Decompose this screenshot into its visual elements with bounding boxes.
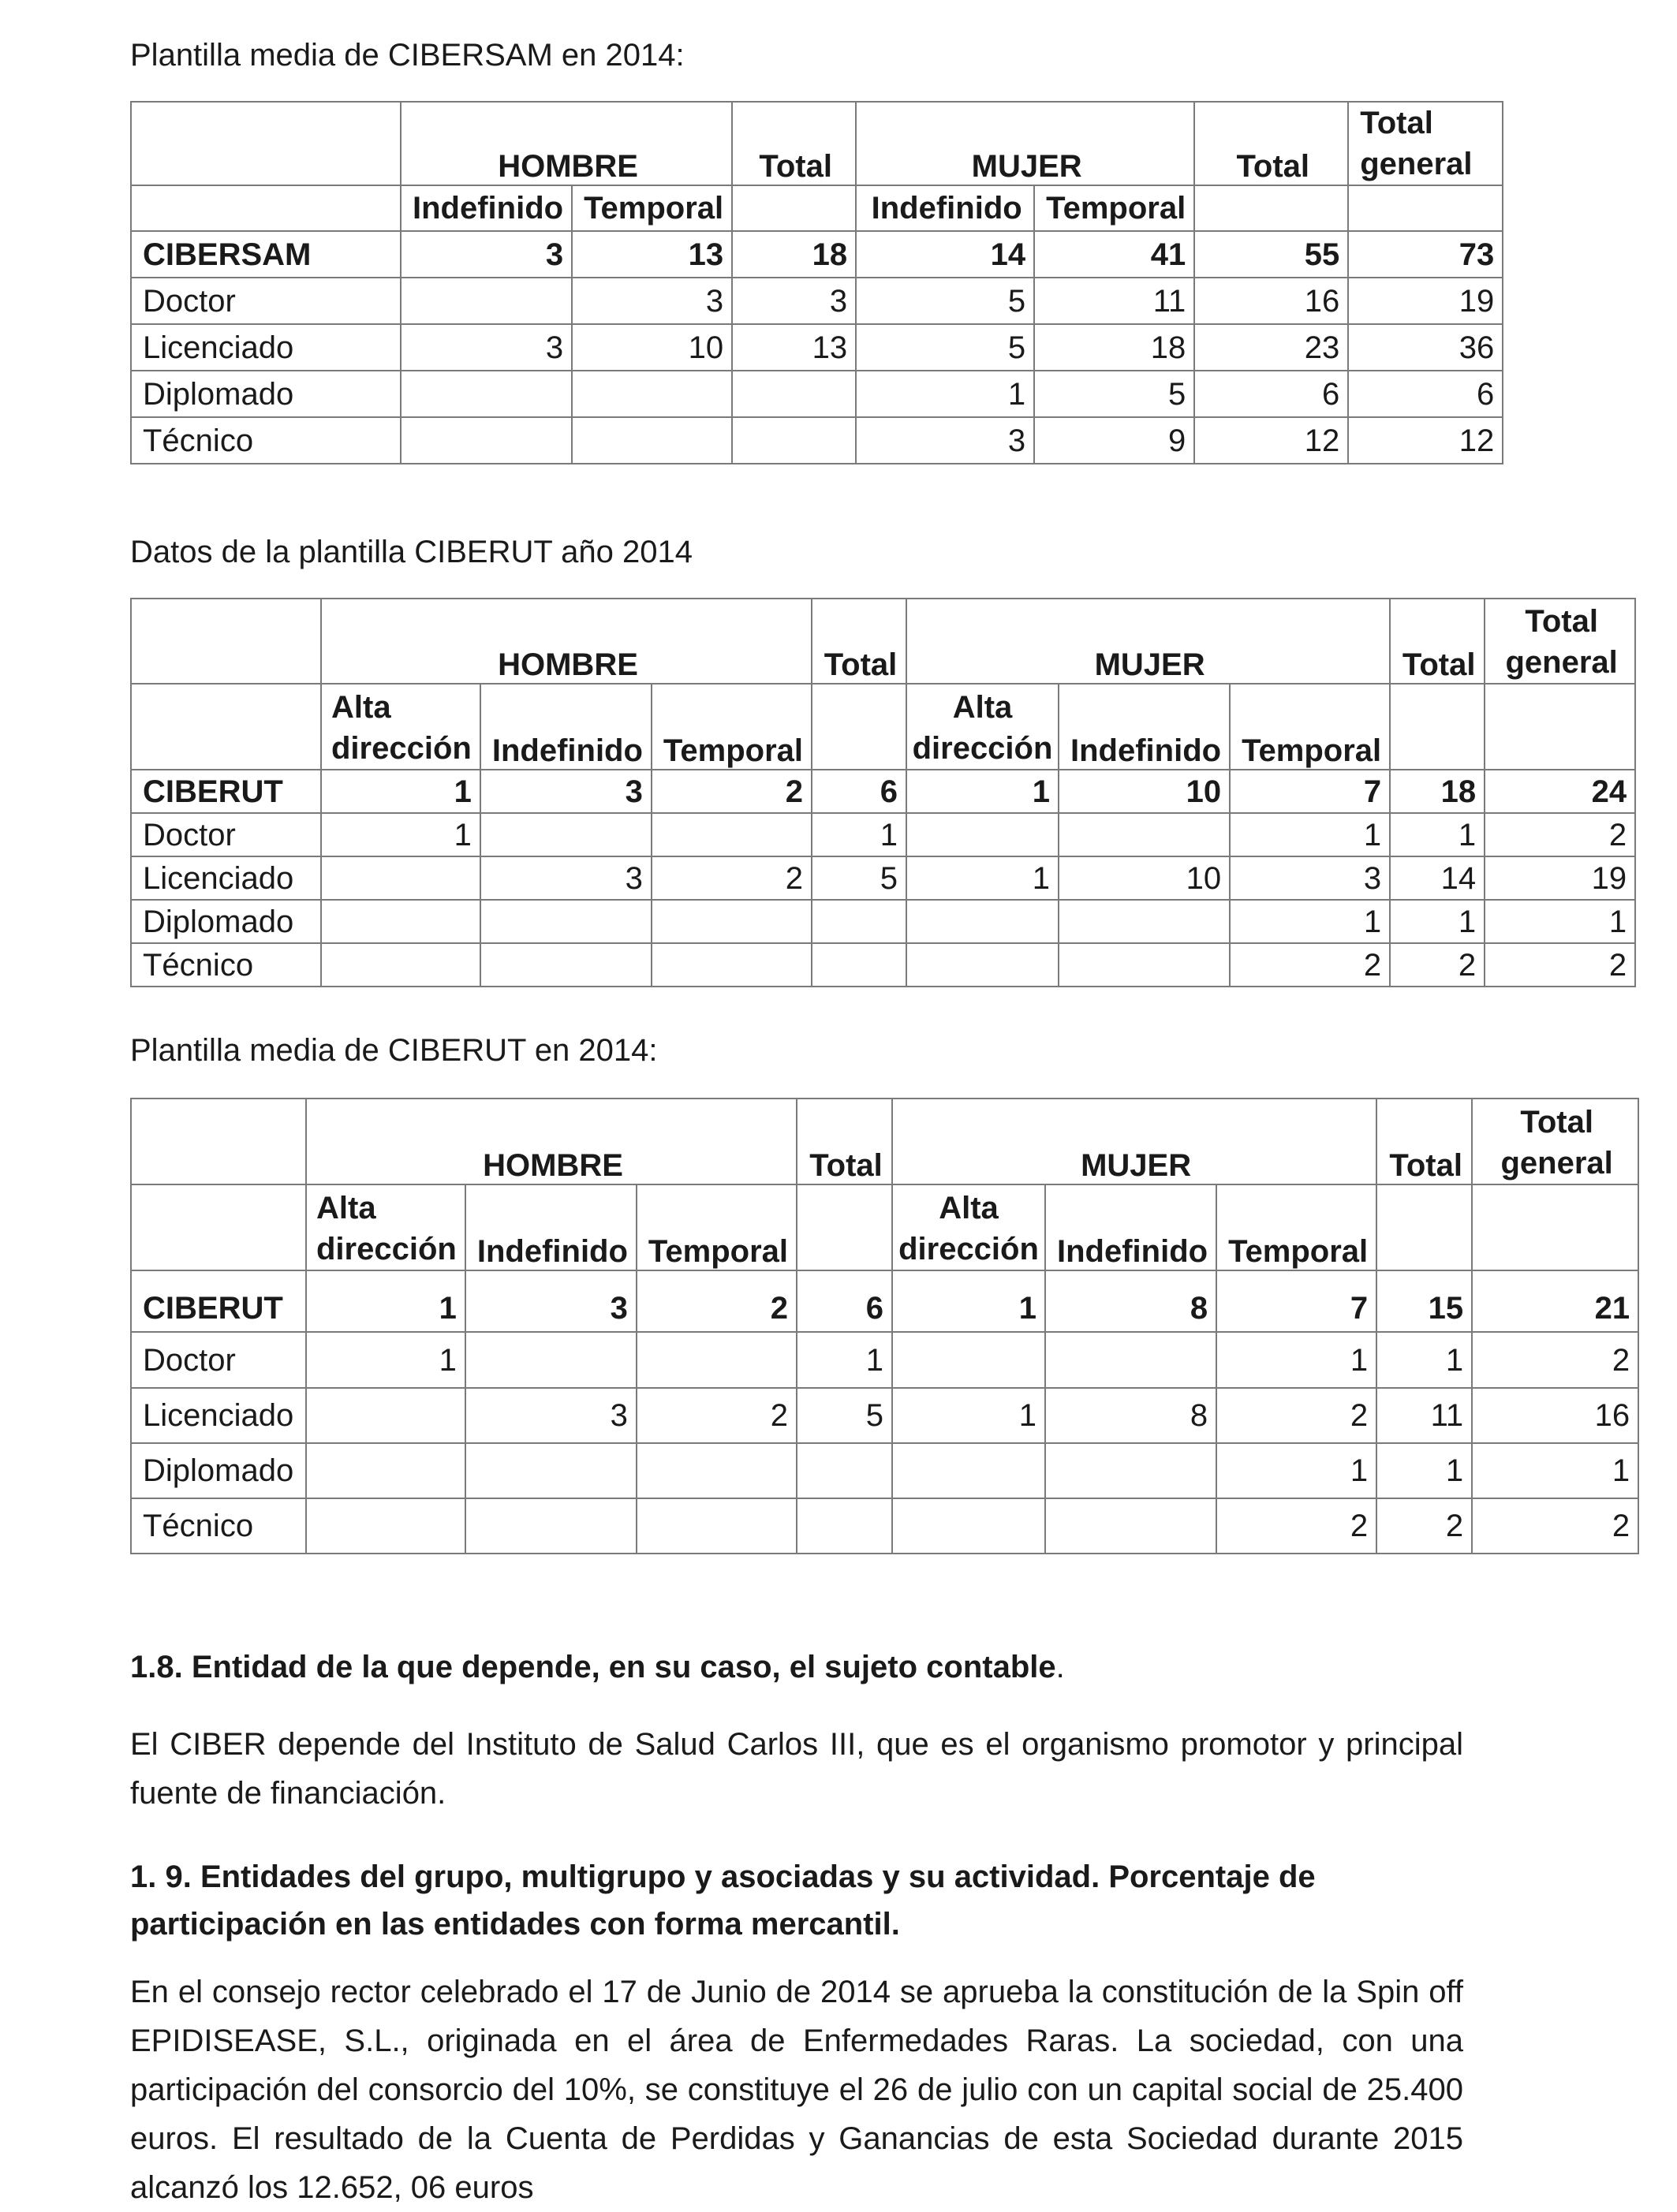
cell-total-general: 1 [1472, 1443, 1638, 1498]
cell-total-general: 2 [1472, 1332, 1638, 1388]
table-subheader-row [131, 1184, 1638, 1270]
table-row [131, 1332, 1638, 1388]
cell-mujer-alta-direccion: 1 [892, 1270, 1045, 1332]
cell-hombre-total: 1 [812, 813, 906, 856]
cell-mujer-total: 18 [1390, 770, 1485, 813]
subheader-indefinido: Indefinido [401, 185, 572, 231]
cell-total-general: 2 [1485, 943, 1635, 987]
header-total-general: Total general [1485, 599, 1635, 684]
cell-hombre-temporal: 2 [652, 856, 812, 900]
cell-hombre-indefinido [401, 417, 572, 464]
cell-mujer-alta-direccion [906, 943, 1059, 987]
cell-mujer-temporal: 9 [1034, 417, 1194, 464]
header-mujer: MUJER [892, 1099, 1376, 1184]
cell-hombre-indefinido [480, 813, 652, 856]
header-hombre: HOMBRE [306, 1099, 797, 1184]
cell-mujer-total: 23 [1194, 324, 1348, 371]
row-label: Doctor [131, 1332, 306, 1388]
subheader-alta-direccion: Alta dirección [306, 1184, 465, 1270]
table-row [131, 1498, 1638, 1554]
cell-mujer-total: 2 [1390, 943, 1485, 987]
cell-mujer-total: 16 [1194, 278, 1348, 324]
header-total: Total [1376, 1099, 1472, 1184]
table-cibersam [130, 101, 1503, 464]
cell-hombre-temporal: 2 [637, 1270, 797, 1332]
cell-hombre-alta-direccion [321, 943, 480, 987]
cell-mujer-alta-direccion [892, 1443, 1045, 1498]
table-row [131, 856, 1635, 900]
cell-hombre-indefinido: 3 [401, 324, 572, 371]
cell-hombre-indefinido: 3 [401, 231, 572, 278]
caption-ciberut-plantilla: Plantilla media de CIBERUT en 2014: [130, 1033, 658, 1068]
cell-hombre-total: 3 [732, 278, 856, 324]
header-mujer: MUJER [906, 599, 1390, 684]
cell-hombre-total [732, 371, 856, 417]
header-total: Total [1390, 599, 1485, 684]
cell-mujer-temporal: 2 [1216, 1388, 1376, 1443]
cell-mujer-alta-direccion [892, 1498, 1045, 1554]
table-ciberut-plantilla [130, 1098, 1639, 1554]
table-row [131, 278, 1503, 324]
cell-mujer-alta-direccion: 1 [906, 856, 1059, 900]
subheader-temporal: Temporal [1034, 185, 1194, 231]
table-header-row [131, 1099, 1638, 1184]
subheader-indefinido: Indefinido [1059, 684, 1230, 770]
section-heading-1-8: 1.8. Entidad de la que depende, en su caso, el sujeto contable. [130, 1650, 1065, 1684]
cell-mujer-temporal: 2 [1216, 1498, 1376, 1554]
cell-hombre-indefinido: 3 [465, 1388, 637, 1443]
table-row [131, 900, 1635, 943]
cell-mujer-indefinido [1059, 900, 1230, 943]
cell-hombre-temporal [637, 1443, 797, 1498]
subheader-empty-cell [131, 1184, 306, 1270]
cell-mujer-alta-direccion [906, 813, 1059, 856]
table-row [131, 324, 1503, 371]
cell-hombre-temporal [637, 1498, 797, 1554]
cell-hombre-alta-direccion: 1 [306, 1270, 465, 1332]
cell-mujer-indefinido [1045, 1332, 1216, 1388]
cell-mujer-temporal: 1 [1216, 1443, 1376, 1498]
table-row [131, 943, 1635, 987]
cell-hombre-temporal: 2 [637, 1388, 797, 1443]
cell-total-general: 1 [1485, 900, 1635, 943]
cell-hombre-temporal [637, 1332, 797, 1388]
cell-hombre-temporal [572, 371, 732, 417]
cell-mujer-temporal: 1 [1230, 813, 1390, 856]
cell-hombre-total [797, 1443, 892, 1498]
cell-hombre-indefinido [480, 900, 652, 943]
header-empty-cell [131, 102, 401, 185]
cell-hombre-temporal [652, 900, 812, 943]
cell-hombre-indefinido [465, 1498, 637, 1554]
cell-mujer-indefinido: 14 [856, 231, 1034, 278]
section-body-1-9: En el consejo rector celebrado el 17 de Junio de 2014 se aprueba la constitución de la Spin off EPIDISEASE, S.L., originada en el área de Enfermedades Raras. La sociedad, con una participación del consorcio del 10%, se constituye el 26 de julio con un capital social de 25.400 euros. El resultado de la Cuenta de Perdidas y Ganancias de esta Sociedad durante 2015 alcanzó los 12.652, 06 euros [130, 1975, 1463, 2205]
cell-total-general: 2 [1485, 813, 1635, 856]
cell-total-general: 6 [1348, 371, 1503, 417]
cell-mujer-indefinido: 10 [1059, 856, 1230, 900]
cell-mujer-indefinido: 5 [856, 324, 1034, 371]
header-empty-cell [131, 599, 321, 684]
row-label: Diplomado [131, 1443, 306, 1498]
cell-mujer-temporal: 7 [1230, 770, 1390, 813]
subheader-alta-direccion: Alta dirección [321, 684, 480, 770]
cell-hombre-alta-direccion: 1 [321, 770, 480, 813]
row-label: Licenciado [131, 856, 321, 900]
subheader-temporal: Temporal [1230, 684, 1390, 770]
cell-mujer-total: 1 [1390, 813, 1485, 856]
cell-hombre-alta-direccion [306, 1388, 465, 1443]
cell-mujer-total: 2 [1376, 1498, 1472, 1554]
row-label: Doctor [131, 278, 401, 324]
cell-mujer-alta-direccion: 1 [906, 770, 1059, 813]
row-label: Técnico [131, 943, 321, 987]
header-total: Total [812, 599, 906, 684]
section-body-1-8: El CIBER depende del Instituto de Salud Carlos III, que es el organismo promotor y principal fuente de financiación. [130, 1727, 1463, 1811]
cell-hombre-total: 5 [812, 856, 906, 900]
subheader-empty-cell [1376, 1184, 1472, 1270]
table-subheader-row [131, 684, 1635, 770]
section-heading-1-9: 1. 9. Entidades del grupo, multigrupo y asociadas y su actividad. Porcentaje de participación en las entidades con forma mercantil. [130, 1859, 1316, 1942]
cell-mujer-indefinido: 1 [856, 371, 1034, 417]
subheader-temporal: Temporal [572, 185, 732, 231]
cell-mujer-temporal: 5 [1034, 371, 1194, 417]
cell-hombre-indefinido [465, 1443, 637, 1498]
cell-hombre-indefinido: 3 [480, 856, 652, 900]
cell-mujer-total: 55 [1194, 231, 1348, 278]
cell-hombre-alta-direccion [306, 1498, 465, 1554]
subheader-indefinido: Indefinido [1045, 1184, 1216, 1270]
row-label: Técnico [131, 1498, 306, 1554]
row-label: Diplomado [131, 900, 321, 943]
cell-mujer-alta-direccion: 1 [892, 1388, 1045, 1443]
cell-total-general: 73 [1348, 231, 1503, 278]
cell-mujer-total: 1 [1390, 900, 1485, 943]
cell-hombre-indefinido [401, 371, 572, 417]
cell-hombre-total: 1 [797, 1332, 892, 1388]
cell-hombre-indefinido: 3 [480, 770, 652, 813]
cell-hombre-indefinido: 3 [465, 1270, 637, 1332]
caption-ciberut-datos: Datos de la plantilla CIBERUT año 2014 [130, 535, 693, 569]
row-label: CIBERUT [131, 1270, 306, 1332]
cell-mujer-indefinido: 5 [856, 278, 1034, 324]
cell-total-general: 19 [1348, 278, 1503, 324]
cell-hombre-total [812, 900, 906, 943]
cell-total-general: 24 [1485, 770, 1635, 813]
cell-hombre-total: 6 [812, 770, 906, 813]
cell-hombre-temporal: 10 [572, 324, 732, 371]
cell-mujer-temporal: 41 [1034, 231, 1194, 278]
cell-hombre-temporal: 13 [572, 231, 732, 278]
cell-mujer-indefinido [1059, 813, 1230, 856]
cell-mujer-temporal: 1 [1230, 900, 1390, 943]
cell-mujer-temporal: 3 [1230, 856, 1390, 900]
subheader-empty-cell [1472, 1184, 1638, 1270]
cell-mujer-total: 6 [1194, 371, 1348, 417]
table-row [131, 231, 1503, 278]
cell-hombre-total: 13 [732, 324, 856, 371]
caption-cibersam-plantilla: Plantilla media de CIBERSAM en 2014: [130, 38, 685, 73]
cell-hombre-indefinido [465, 1332, 637, 1388]
cell-mujer-temporal: 1 [1216, 1332, 1376, 1388]
subheader-empty-cell [131, 185, 401, 231]
cell-hombre-temporal: 2 [652, 770, 812, 813]
table-row [131, 813, 1635, 856]
table-ciberut-datos [130, 598, 1636, 987]
header-total-general: Total general [1472, 1099, 1638, 1184]
cell-hombre-alta-direccion: 1 [306, 1332, 465, 1388]
cell-mujer-indefinido [1045, 1443, 1216, 1498]
cell-hombre-total [812, 943, 906, 987]
subheader-empty-cell [1390, 684, 1485, 770]
cell-total-general: 2 [1472, 1498, 1638, 1554]
subheader-temporal: Temporal [637, 1184, 797, 1270]
cell-hombre-total [797, 1498, 892, 1554]
row-label: Licenciado [131, 1388, 306, 1443]
subheader-indefinido: Indefinido [856, 185, 1034, 231]
cell-mujer-indefinido: 10 [1059, 770, 1230, 813]
cell-mujer-total: 14 [1390, 856, 1485, 900]
subheader-empty-cell [732, 185, 856, 231]
cell-hombre-temporal: 3 [572, 278, 732, 324]
header-total: Total [1194, 102, 1348, 185]
subheader-empty-cell [797, 1184, 892, 1270]
subheader-empty-cell [1348, 185, 1503, 231]
cell-total-general: 16 [1472, 1388, 1638, 1443]
subheader-temporal: Temporal [1216, 1184, 1376, 1270]
header-total-general: Total general [1348, 102, 1503, 185]
subheader-empty-cell [812, 684, 906, 770]
cell-mujer-indefinido: 8 [1045, 1270, 1216, 1332]
cell-mujer-indefinido: 3 [856, 417, 1034, 464]
cell-hombre-total: 6 [797, 1270, 892, 1332]
cell-mujer-temporal: 11 [1034, 278, 1194, 324]
cell-mujer-indefinido [1059, 943, 1230, 987]
row-label: Licenciado [131, 324, 401, 371]
cell-mujer-temporal: 7 [1216, 1270, 1376, 1332]
cell-mujer-total: 11 [1376, 1388, 1472, 1443]
subheader-temporal: Temporal [652, 684, 812, 770]
cell-hombre-total [732, 417, 856, 464]
header-empty-cell [131, 1099, 306, 1184]
subheader-alta-direccion: Alta dirección [892, 1184, 1045, 1270]
cell-mujer-temporal: 2 [1230, 943, 1390, 987]
cell-mujer-total: 15 [1376, 1270, 1472, 1332]
table-row [131, 1388, 1638, 1443]
cell-mujer-total: 12 [1194, 417, 1348, 464]
table-header-row [131, 102, 1503, 185]
subheader-indefinido: Indefinido [480, 684, 652, 770]
cell-hombre-temporal [652, 943, 812, 987]
cell-hombre-temporal [652, 813, 812, 856]
header-hombre: HOMBRE [401, 102, 732, 185]
row-label: Diplomado [131, 371, 401, 417]
cell-hombre-alta-direccion [321, 856, 480, 900]
table-subheader-row [131, 185, 1503, 231]
table-header-row [131, 599, 1635, 684]
subheader-empty-cell [1194, 185, 1348, 231]
subheader-indefinido: Indefinido [465, 1184, 637, 1270]
cell-hombre-alta-direccion: 1 [321, 813, 480, 856]
cell-mujer-alta-direccion [892, 1332, 1045, 1388]
table-row [131, 770, 1635, 813]
table-row [131, 1270, 1638, 1332]
row-label: Doctor [131, 813, 321, 856]
cell-mujer-indefinido [1045, 1498, 1216, 1554]
cell-total-general: 19 [1485, 856, 1635, 900]
row-label: CIBERUT [131, 770, 321, 813]
cell-hombre-total: 5 [797, 1388, 892, 1443]
cell-total-general: 36 [1348, 324, 1503, 371]
cell-mujer-total: 1 [1376, 1443, 1472, 1498]
header-total: Total [732, 102, 856, 185]
cell-mujer-alta-direccion [906, 900, 1059, 943]
cell-hombre-indefinido [480, 943, 652, 987]
cell-mujer-total: 1 [1376, 1332, 1472, 1388]
cell-hombre-alta-direccion [321, 900, 480, 943]
header-hombre: HOMBRE [321, 599, 812, 684]
header-total: Total [797, 1099, 892, 1184]
table-row [131, 417, 1503, 464]
subheader-alta-direccion: Alta dirección [906, 684, 1059, 770]
header-mujer: MUJER [856, 102, 1194, 185]
cell-hombre-temporal [572, 417, 732, 464]
row-label: CIBERSAM [131, 231, 401, 278]
cell-total-general: 21 [1472, 1270, 1638, 1332]
cell-hombre-indefinido [401, 278, 572, 324]
cell-mujer-indefinido: 8 [1045, 1388, 1216, 1443]
subheader-empty-cell [131, 684, 321, 770]
table-row [131, 371, 1503, 417]
table-row [131, 1443, 1638, 1498]
cell-mujer-temporal: 18 [1034, 324, 1194, 371]
row-label: Técnico [131, 417, 401, 464]
cell-hombre-alta-direccion [306, 1443, 465, 1498]
subheader-empty-cell [1485, 684, 1635, 770]
cell-total-general: 12 [1348, 417, 1503, 464]
cell-hombre-total: 18 [732, 231, 856, 278]
